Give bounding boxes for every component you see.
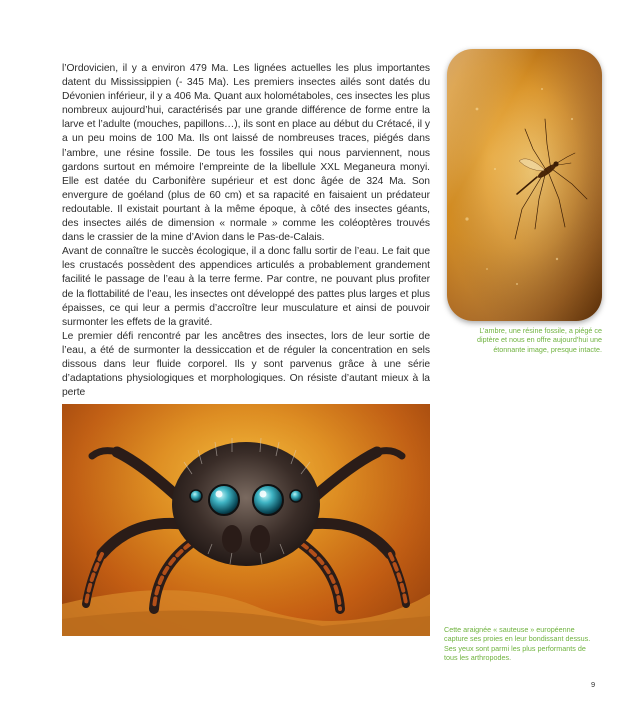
paragraph-3: Le premier défi rencontré par les ancêtres des insectes, lors de leur sortie de l’eau, a été de surmonter la dessiccation et de réguler la concentration en sels dissous dans leur fluide corporel. Ils y sont parvenus grâce à une série d’adaptations physiologiques et morphologiques. On résiste d’autant mieux à la perte	[62, 330, 430, 399]
amber-fossil-photo	[447, 49, 602, 321]
jumping-spider-photo	[62, 404, 430, 636]
spider-caption: Cette araignée « sauteuse » européenne capture ses proies en leur bondissant dessus. Ses yeux sont parmi les plus performants de tous les arthropodes.	[444, 625, 591, 663]
page-number: 9	[591, 680, 596, 689]
paragraph-2: Avant de connaître le succès écologique, il a donc fallu sortir de l’eau. Le fait que les crustacés possèdent des appendices articulés a probablement grandement facilité le passage de l’eau à la terre ferme. Par contre, ne pouvant plus profiter de la flottabilité de l’eau, les insectes ont développé des pattes plus larges et plus épaisses, ce qui leur a permis d’accroître leur musculature et ainsi de pouvoir surmonter les effets de la gravité.	[62, 246, 430, 328]
amber-caption: L’ambre, une résine fossile, a piégé ce diptère et nous en offre aujourd’hui une étonnante image, presque intacte.	[477, 326, 602, 354]
body-text	[62, 62, 430, 400]
paragraph-1: l’Ordovicien, il y a environ 479 Ma. Les lignées actuelles les plus importantes datent du Mississippien (- 345 Ma). Les premiers insectes ailés sont datés du Dévonien inférieur, il y a 406 Ma. Quant aux holométaboles, ces insectes les plus nombreux aujourd’hui, caractérisés par une grande différence de forme entre la larve et l’adulte (mouches, papillons…), ils sont en place au début du Crétacé, il y a un peu moins de 100 Ma. Ils ont laissé de nombreuses traces, piégés dans l’ambre, une résine fossile. De tous les fossiles qui nous parviennent, nous gardons surtout en mémoire l’empreinte de la libellule XXL Meganeura monyi. Elle est datée du Carbonifère supérieur et est donc âgée de 324 Ma. Son envergure de goéland (plus de 60 cm) et sa rapacité en faisaient un prédateur redoutable. Il existait pourtant à la même époque, à côté des insectes géants, des insectes ailés de dimension « normale » comme les coléoptères trouvés dans le crassier de la mine d’Avion dans le Pas-de-Calais.	[62, 63, 430, 244]
